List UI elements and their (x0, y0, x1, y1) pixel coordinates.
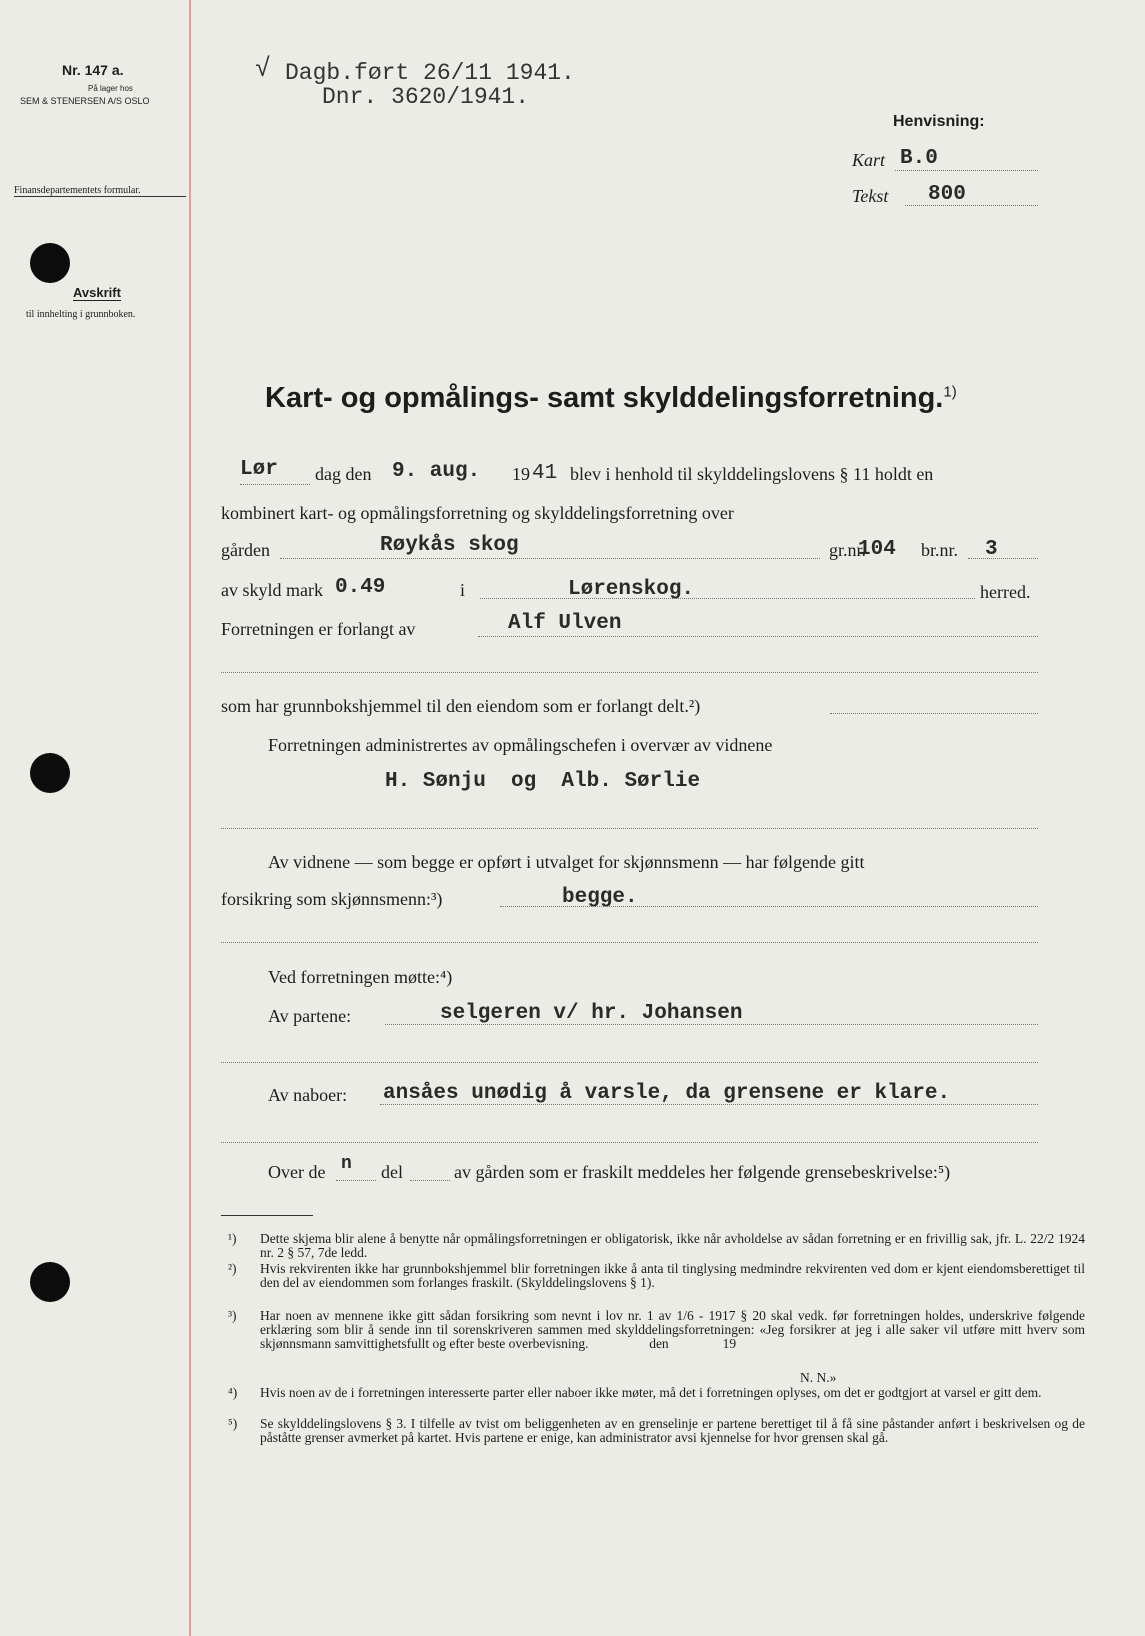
forlangt-dots (478, 636, 1038, 637)
kart-label: Kart (852, 150, 886, 170)
forlangt-label: Forretningen er forlangt av (221, 619, 416, 639)
over-de-label: Over de (268, 1162, 326, 1182)
vidner-value: H. Sønju og Alb. Sørlie (385, 770, 701, 793)
hjemmel-text: som har grunnbokshjemmel til den eiendom som er forlangt delt.²) (221, 696, 701, 716)
naboer-dots (380, 1104, 1038, 1105)
garden-label: gården (221, 540, 270, 560)
punch-hole (30, 1262, 70, 1302)
grnr-value: 104 (858, 538, 896, 561)
margin-rule (189, 0, 191, 1636)
motte-label: Ved forretningen møtte:⁴) (268, 967, 453, 987)
herred-label: herred. (980, 582, 1031, 602)
date-value: 9. aug. (392, 460, 481, 483)
footnote-number: ²) (228, 1261, 237, 1276)
title-text: Kart- og opmålings- samt skylddelingsforretning. (265, 382, 944, 414)
avskrift-sub: til innhelting i grunnboken. (26, 309, 136, 320)
page-title (265, 382, 957, 415)
naboer-label: Av naboer: (268, 1085, 348, 1105)
title-footnote-ref: 1) (943, 383, 957, 401)
forsikring-value: begge. (562, 886, 638, 909)
line1-rest: blev i henhold til skylddelingslovens § 11 holdt en (570, 464, 934, 484)
footnote-text: Har noen av mennene ikke gitt sådan forsikring som nevnt i lov nr. 1 av 1/6 - 1917 § 20 skal vedk. før forretningen holdes, underskrive følgende erklæring som blir å sende inn til sorenskriveren sammen med skylddelingsforretningen: «Jeg forsikrer at jeg i alle saker vil utføre mitt hverv som skjønnsmann samvittighetsfullt og efter beste overbevisning. den 19 (260, 1308, 1089, 1351)
avskrift-label: Avskrift (73, 285, 121, 300)
skyld-label: av skyld mark (221, 580, 323, 600)
del-dots (410, 1180, 450, 1181)
footnote-number: ⁵) (228, 1416, 238, 1431)
naboer-value: ansåes unødig å varsle, da grensene er klare. (383, 1082, 951, 1105)
del-label: del (381, 1162, 403, 1182)
blank-line (221, 672, 1038, 673)
herred-dots (480, 598, 975, 599)
footnote-2 (230, 1262, 1085, 1290)
footnote-text: Dette skjema blir alene å benytte når opmålingsforretningen er obligatorisk, ikke når avholdelse av sådan forretning er en frivillig sak, jfr. L. 22/2 1924 nr. 2 § 57, 7de ledd. (260, 1231, 1085, 1260)
day-dots (240, 484, 310, 485)
over-de-value: n (341, 1154, 352, 1174)
i-label: i (460, 580, 466, 600)
punch-hole (30, 243, 70, 283)
dag-den-label: dag den (315, 464, 372, 484)
day-value: Lør (240, 458, 278, 481)
footnote-text: Hvis noen av de i forretningen interesserte parter eller naboer ikke møter, må det i forretningen oplyses, om det er godtgjort at varsel er gitt dem. (260, 1385, 1042, 1400)
blank-line (221, 828, 1038, 829)
reference-heading: Henvisning: (893, 113, 985, 130)
footnote-text: Hvis rekvirenten ikke har grunnbokshjemmel blir forretningen ikke å anta til tinglysing medmindre rekvirenten ved dom er kjent eiendomsberettiget til den del av eiendommen som forlanges fraskilt. (Skylddelingslovens § 1). (260, 1261, 1085, 1290)
kart-dots (895, 170, 1038, 171)
footnote-rule (221, 1215, 313, 1216)
footnote-number: ⁴) (228, 1385, 238, 1400)
over-de-dots (336, 1180, 376, 1181)
year-suffix: 41 (532, 462, 558, 485)
publisher-line1: På lager hos (88, 84, 133, 93)
brnr-value: 3 (985, 538, 998, 561)
over-rest: av gården som er fraskilt meddeles her følgende grensebeskrivelse:⁵) (454, 1162, 951, 1182)
footnote-text: Se skylddelingslovens § 3. I tilfelle av tvist om beliggenheten av en grenselinje er partene berettiget til å få sine påstander anført i beskrivelsen og de påståtte grenser avmerket på kartet. Hvis partene er enige, kan administrator avsi kjennelse for hvor grensen skal gå. (260, 1416, 1085, 1445)
footnote-3 (228, 1308, 1089, 1351)
hjemmel-dots (830, 713, 1038, 714)
tekst-dots (905, 205, 1038, 206)
partene-label: Av partene: (268, 1006, 352, 1026)
footnote-number: ³) (228, 1308, 237, 1323)
garden-value: Røykås skog (380, 534, 519, 557)
skyld-value: 0.49 (335, 576, 386, 599)
brnr-dots (968, 558, 1038, 559)
partene-dots (385, 1024, 1038, 1025)
footnote-signature: N. N.» (800, 1370, 837, 1385)
punch-hole (30, 753, 70, 793)
footnote-number: ¹) (228, 1231, 237, 1246)
footnote-4 (230, 1386, 1085, 1400)
year-prefix: 19 (512, 464, 530, 484)
dagbok-line: Dagb.ført 26/11 1941. (285, 60, 575, 86)
check-mark: √ (255, 54, 271, 84)
publisher-line2: SEM & STENERSEN A/S OSLO (20, 96, 150, 106)
blank-line (221, 1142, 1038, 1143)
forlangt-value: Alf Ulven (508, 612, 622, 635)
blank-line (221, 1062, 1038, 1063)
line2: kombinert kart- og opmålingsforretning og skylddelingsforretning over (221, 503, 734, 523)
forsikring-label: forsikring som skjønnsmenn:³) (221, 889, 443, 909)
administrert-text: Forretningen administrertes av opmålingschefen i overvær av vidnene (268, 735, 773, 755)
dnr-line: Dnr. 3620/1941. (322, 84, 530, 110)
garden-dots (280, 558, 820, 559)
tekst-value: 800 (928, 183, 966, 206)
blank-line (221, 942, 1038, 943)
form-number: Nr. 147 a. (62, 62, 124, 78)
herred-value: Lørenskog. (568, 578, 695, 601)
partene-value: selgeren v/ hr. Johansen (440, 1002, 743, 1025)
formular-label: Finansdepartementets formular. (14, 185, 186, 197)
brnr-label: br.nr. (921, 540, 959, 560)
grnr-label: gr.nr. (829, 540, 867, 560)
kart-value: B.0 (900, 147, 938, 170)
vidnene-text: Av vidnene — som begge er opført i utvalget for skjønnsmenn — har følgende gitt (268, 852, 865, 872)
tekst-label: Tekst (852, 186, 889, 206)
footnote-1 (230, 1232, 1085, 1260)
forsikring-dots (500, 906, 1038, 907)
footnote-5 (230, 1417, 1085, 1445)
